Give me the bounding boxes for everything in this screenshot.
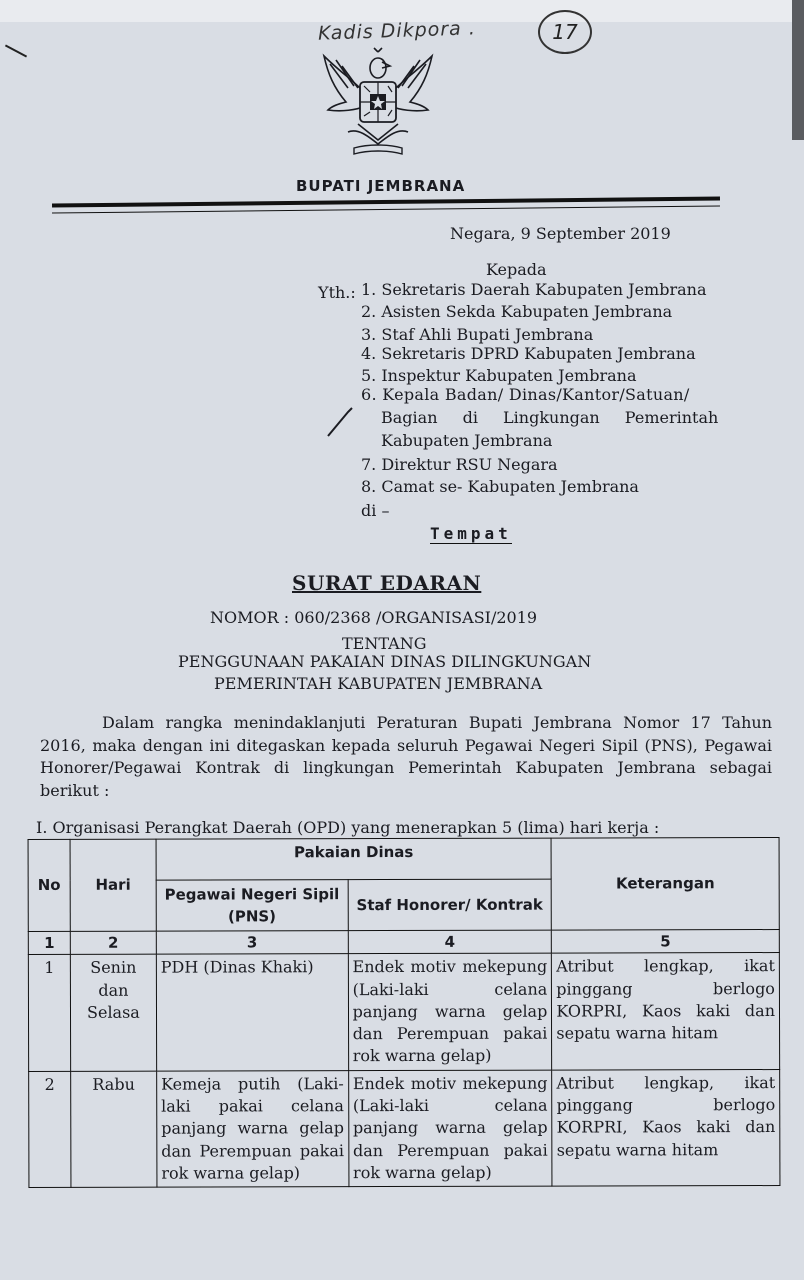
cell-no: 1 <box>28 955 70 1072</box>
table-row <box>29 1069 780 1187</box>
column-number: 3 <box>156 931 348 955</box>
recipient-item: 7. Direktur RSU Negara <box>361 455 558 474</box>
recipient-item-cont: Bagian di Lingkungan Pemerintah <box>381 408 719 427</box>
section-title: I. Organisasi Perangkat Daerah (OPD) yang menerapkan 5 (lima) hari kerja : <box>36 818 660 837</box>
column-number: 2 <box>70 931 156 955</box>
cell-keterangan: Atribut lengkap, ikat pinggang berlogo KORPRI, Kaos kaki dan sepatu warna hitam <box>552 953 780 1070</box>
tempat-label: Tempat <box>430 524 512 543</box>
yth-label: Yth.: <box>318 283 356 302</box>
header-pns: Pegawai Negeri Sipil (PNS) <box>156 880 348 932</box>
kepada-label: Kepada <box>486 260 547 279</box>
date-line: Negara, 9 September 2019 <box>450 224 671 243</box>
subject-line: PEMERINTAH KABUPATEN JEMBRANA <box>214 674 543 693</box>
recipient-item: 6. Kepala Badan/ Dinas/Kantor/Satuan/ <box>361 385 690 404</box>
column-number: 1 <box>28 931 70 954</box>
letter-type: SURAT EDARAN <box>292 571 482 595</box>
checkmark-icon <box>326 404 362 438</box>
cell-no: 2 <box>29 1071 71 1188</box>
recipient-item: 4. Sekretaris DPRD Kabupaten Jembrana <box>361 344 696 363</box>
uniform-table <box>28 837 781 1188</box>
header-hari: Hari <box>70 839 156 931</box>
cell-pns: PDH (Dinas Khaki) <box>156 954 348 1071</box>
garuda-emblem-icon <box>318 44 438 156</box>
background-edge <box>792 0 804 140</box>
cell-hari: Rabu <box>71 1071 157 1188</box>
header-pakaian: Pakaian Dinas <box>156 838 552 880</box>
header-rule-thin <box>52 206 720 214</box>
pen-mark <box>5 44 27 57</box>
circled-number: 17 <box>538 10 592 54</box>
cell-pns: Kemeja putih (Laki- laki pakai celana panjang warna gelap dan Perempuan pakai rok warna gelap) <box>157 1070 349 1187</box>
cell-honorer: Endek motiv mekepung (Laki-laki celana panjang warna gelap dan Perempuan pakai rok warna gelap) <box>348 1070 552 1187</box>
recipient-item: 3. Staf Ahli Bupati Jembrana <box>361 325 594 344</box>
recipient-item-cont: Kabupaten Jembrana <box>381 431 553 450</box>
header-no: No <box>28 839 70 931</box>
handwritten-note: Kadis Dikpora . <box>317 17 477 45</box>
column-number: 5 <box>552 930 780 954</box>
recipient-item: 8. Camat se- Kabupaten Jembrana <box>361 477 639 496</box>
tentang-label: TENTANG <box>342 634 427 653</box>
issuer-title: BUPATI JEMBRANA <box>296 177 466 195</box>
di-label: di – <box>361 501 390 520</box>
page-top-edge <box>0 0 804 22</box>
header-honorer: Staf Honorer/ Kontrak <box>348 879 552 931</box>
table-row <box>28 953 779 1071</box>
body-paragraph: Dalam rangka menindaklanjuti Peraturan Bupati Jembrana Nomor 17 Tahun 2016, maka dengan ini ditegaskan kepada seluruh Pegawai Negeri Sipil (PNS), Pegawai Honorer/Pegawai Kontrak di lingkungan Pemerintah Kabupaten Jembrana sebagai berikut : <box>40 713 772 800</box>
recipient-item: 2. Asisten Sekda Kabupaten Jembrana <box>361 302 673 321</box>
column-number: 4 <box>348 930 552 954</box>
header-keterangan: Keterangan <box>551 838 779 931</box>
subject-line: PENGGUNAAN PAKAIAN DINAS DILINGKUNGAN <box>178 652 592 671</box>
letter-number: NOMOR : 060/2368 /ORGANISASI/2019 <box>210 608 538 627</box>
recipient-item: 1. Sekretaris Daerah Kabupaten Jembrana <box>361 280 707 299</box>
cell-hari: Senin dan Selasa <box>70 954 156 1071</box>
recipient-item: 5. Inspektur Kabupaten Jembrana <box>361 366 637 385</box>
cell-honorer: Endek motiv mekepung (Laki-laki celana panjang warna gelap dan Perempuan pakai rok warna gelap) <box>348 953 552 1070</box>
cell-keterangan: Atribut lengkap, ikat pinggang berlogo KORPRI, Kaos kaki dan sepatu warna hitam <box>552 1069 780 1186</box>
